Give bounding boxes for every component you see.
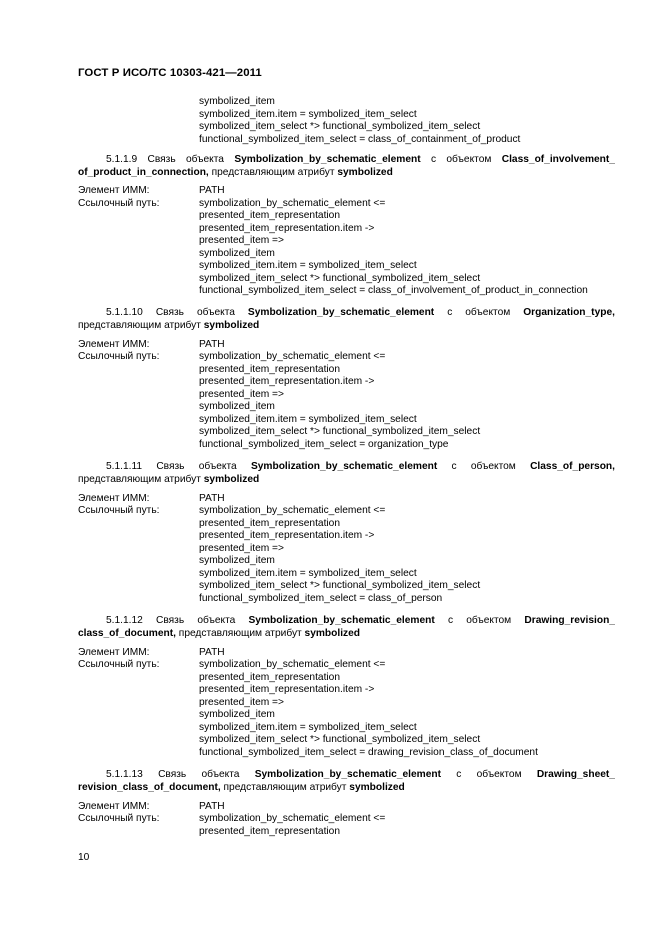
element-label: Элемент ИММ: [78, 185, 150, 196]
heading-text: Связь объекта [156, 615, 236, 626]
path-line: symbolized_item_select *> functional_symbolized_item_select [199, 734, 481, 745]
heading-text: с объектом [447, 307, 511, 318]
path-line: symbolization_by_schematic_element <= [199, 351, 386, 362]
path-line: presented_item_representation [199, 825, 341, 837]
heading-text: с объектом [430, 154, 492, 165]
section-number: 5.1.1.11 [106, 461, 143, 472]
path-line: symbolization_by_schematic_element <= [199, 659, 386, 670]
path-line: symbolization_by_schematic_element <= [199, 505, 386, 516]
target-entity: Class_of_involvement_ [501, 154, 615, 165]
path-line: symbolized_item [199, 401, 275, 412]
path-line: symbolization_by_schematic_element <= [199, 813, 386, 824]
path-line: symbolized_item [199, 555, 275, 566]
entity-name: Symbolization_by_schematic_element [234, 154, 421, 165]
path-line: presented_item_representation [199, 363, 341, 375]
entity-name: Symbolization_by_schematic_element [254, 769, 441, 780]
element-label: Элемент ИММ: [78, 800, 150, 812]
path-line: presented_item_representation.item -> [199, 684, 375, 695]
heading-text: представляющим атрибут [223, 782, 347, 793]
path-line: presented_item => [199, 235, 284, 246]
path-line: presented_item_representation [199, 517, 341, 529]
page-number: 10 [78, 852, 90, 863]
heading-text: представляющим атрибут [211, 167, 335, 178]
path-line: symbolized_item [199, 96, 275, 107]
element-value: PATH [199, 800, 225, 812]
heading-text: представляющим атрибут [78, 320, 201, 331]
heading-text: с объектом [456, 769, 522, 780]
section-number: 5.1.1.10 [106, 307, 143, 318]
path-line: symbolized_item_select *> functional_symbolized_item_select [199, 580, 481, 591]
path-line: presented_item => [199, 696, 284, 708]
attribute-name: symbolized [203, 474, 260, 485]
attribute-name: symbolized [337, 167, 393, 178]
entity-name: Symbolization_by_schematic_element [247, 307, 435, 318]
heading-text: с объектом [447, 615, 512, 626]
path-line: symbolized_item.item = symbolized_item_select [199, 260, 417, 271]
target-entity: Drawing_sheet_ [536, 769, 615, 780]
element-value: PATH [199, 646, 225, 658]
heading-text: Связь объекта [156, 461, 237, 472]
path-line: functional_symbolized_item_select = drawing_revision_class_of_document [199, 746, 538, 758]
heading-text: с объектом [451, 461, 516, 472]
path-line: presented_item_representation [199, 671, 341, 683]
section-heading-5-1-1-13 [78, 768, 615, 794]
attribute-name: symbolized [304, 628, 361, 639]
path-label: Ссылочный путь: [78, 659, 160, 670]
attribute-name: symbolized [203, 320, 260, 331]
path-line: presented_item => [199, 388, 284, 400]
path-line: symbolized_item.item = symbolized_item_select [199, 721, 417, 733]
path-line: symbolized_item_select *> functional_symbolized_item_select [199, 426, 481, 437]
path-line: symbolized_item [199, 247, 275, 259]
element-label: Элемент ИММ: [78, 338, 150, 350]
path-label: Ссылочный путь: [78, 813, 160, 824]
target-entity: Organization_type, [523, 307, 615, 318]
element-label: Элемент ИММ: [78, 492, 150, 504]
target-entity-cont: of_product_in_connection, [78, 167, 209, 178]
path-line: presented_item => [199, 542, 284, 554]
path-line: presented_item_representation.item -> [199, 530, 375, 541]
path-line: symbolized_item_select *> functional_symbolized_item_select [199, 121, 481, 132]
target-entity-cont: revision_class_of_document, [78, 782, 221, 793]
section-heading-5-1-1-12 [78, 614, 615, 640]
path-line: symbolized_item.item = symbolized_item_select [199, 567, 417, 579]
element-label: Элемент ИММ: [78, 646, 150, 658]
section-number: 5.1.1.9 [106, 154, 138, 165]
path-line: symbolization_by_schematic_element <= [199, 197, 386, 209]
path-line: functional_symbolized_item_select = class_of_involvement_of_product_in_connection [199, 285, 588, 296]
section-number: 5.1.1.12 [106, 615, 143, 626]
target-entity: Class_of_person, [530, 461, 615, 472]
path-line: presented_item_representation [199, 210, 341, 221]
path-line: presented_item_representation.item -> [199, 222, 375, 234]
attribute-name: symbolized [349, 782, 405, 793]
document-header: ГОСТ Р ИСО/ТС 10303-421—2011 [78, 67, 262, 79]
element-value: PATH [199, 185, 225, 196]
path-line: symbolized_item_select *> functional_symbolized_item_select [199, 272, 481, 284]
element-value: PATH [199, 338, 225, 350]
heading-text: Связь объекта [158, 769, 240, 780]
section-heading-5-1-1-11 [78, 460, 615, 486]
target-entity-cont: class_of_document, [78, 628, 176, 639]
section-number: 5.1.1.13 [106, 769, 143, 780]
heading-text: представляющим атрибут [178, 628, 302, 639]
path-line: functional_symbolized_item_select = class_of_person [199, 592, 443, 604]
path-line: symbolized_item.item = symbolized_item_select [199, 108, 417, 120]
path-label: Ссылочный путь: [78, 197, 160, 209]
heading-text: Связь объекта [147, 154, 224, 165]
entity-name: Symbolization_by_schematic_element [248, 615, 435, 626]
entity-name: Symbolization_by_schematic_element [250, 461, 438, 472]
section-heading-5-1-1-9 [78, 153, 615, 179]
path-label: Ссылочный путь: [78, 351, 160, 362]
element-value: PATH [199, 492, 225, 504]
path-line: functional_symbolized_item_select = class_of_containment_of_product [199, 133, 521, 145]
path-label: Ссылочный путь: [78, 505, 160, 516]
target-entity: Drawing_revision_ [524, 615, 615, 626]
section-heading-5-1-1-10 [78, 306, 615, 332]
heading-text: представляющим атрибут [78, 474, 201, 485]
path-line: presented_item_representation.item -> [199, 376, 375, 387]
path-line: functional_symbolized_item_select = organization_type [199, 438, 449, 450]
path-line: symbolized_item.item = symbolized_item_select [199, 413, 417, 425]
heading-text: Связь объекта [155, 307, 235, 318]
path-line: symbolized_item [199, 709, 275, 720]
